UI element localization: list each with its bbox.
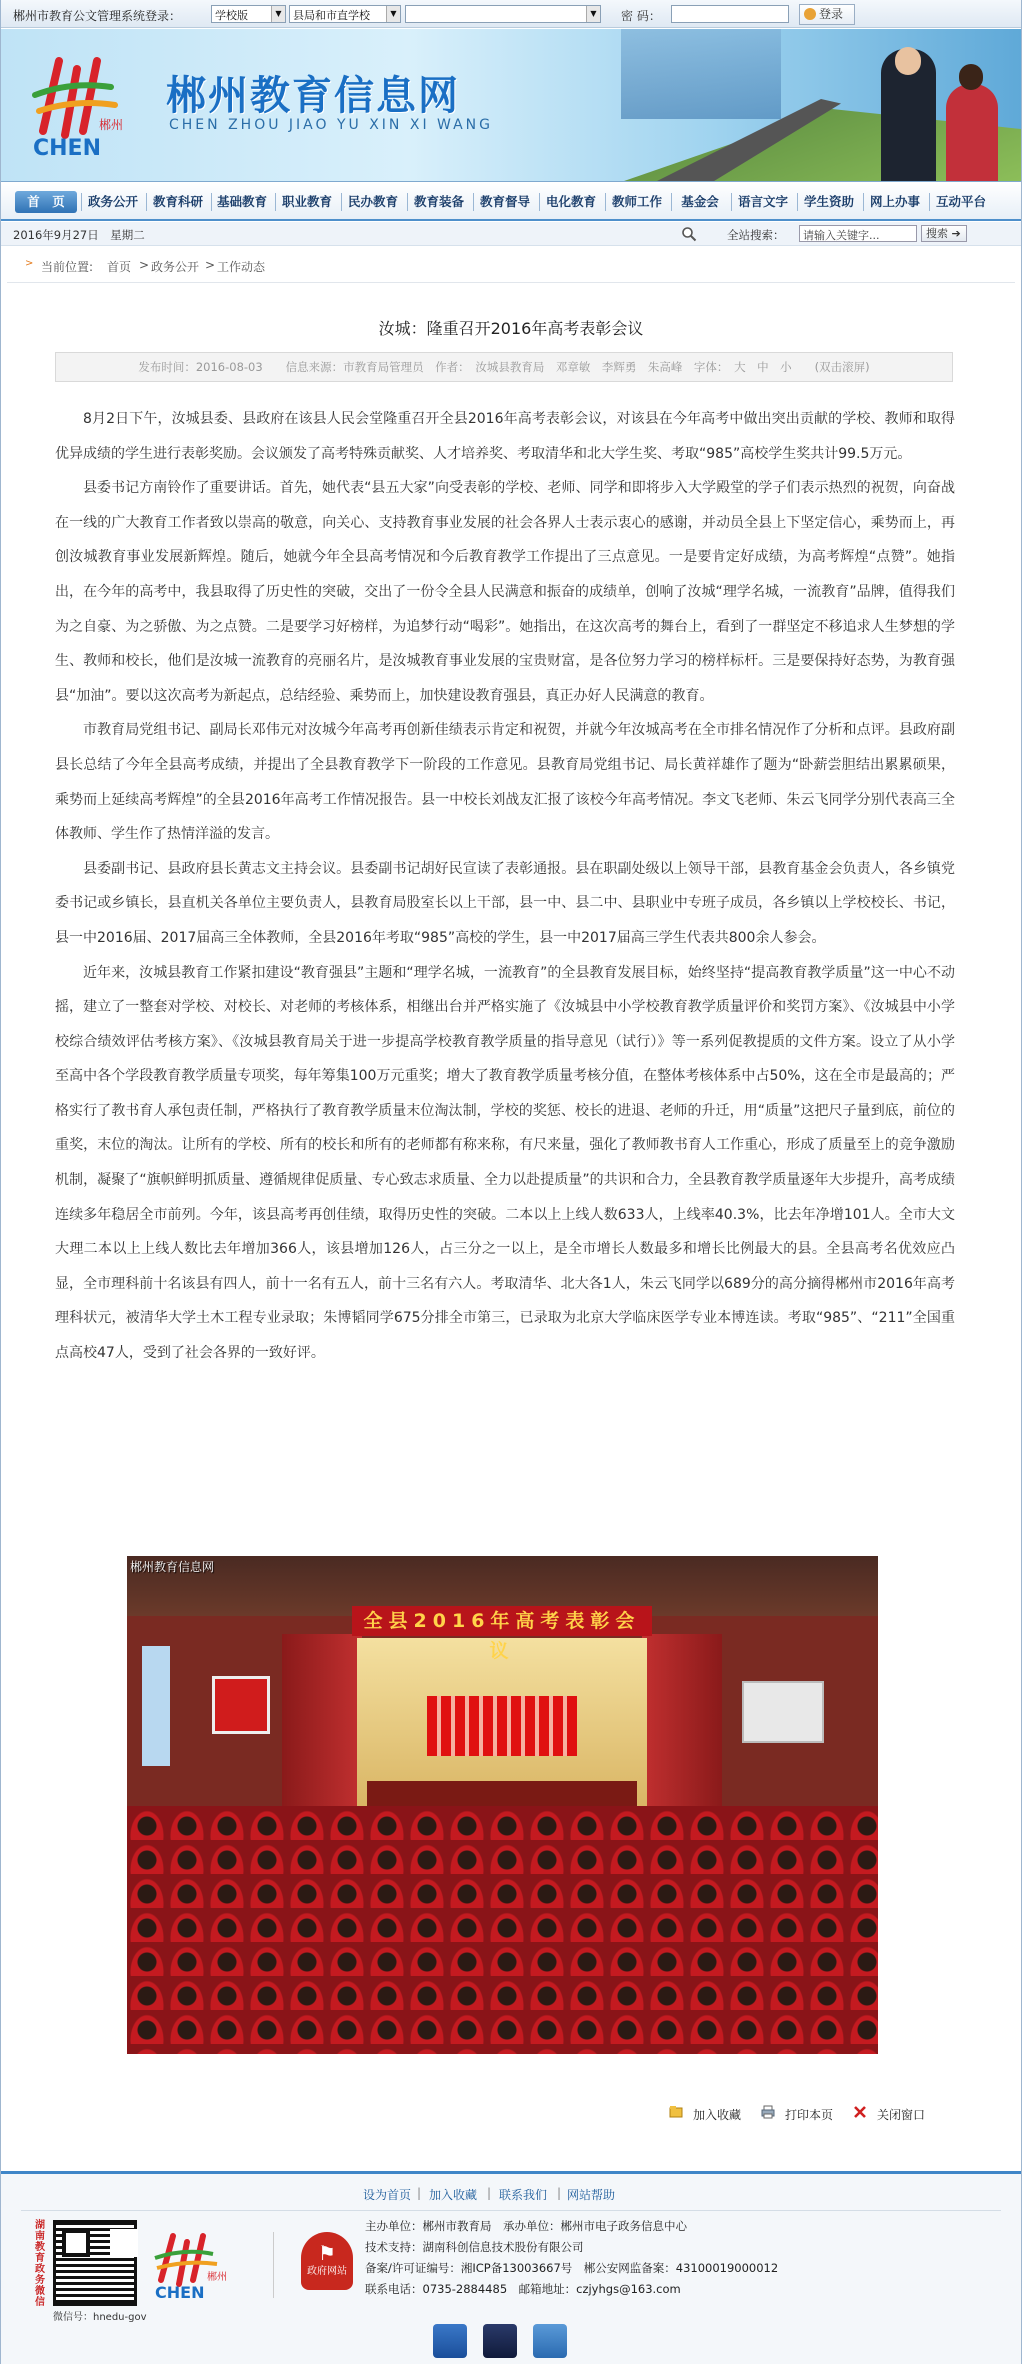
search-input[interactable]: 请输入关键字... <box>799 225 917 242</box>
photo-audience <box>127 1806 878 2054</box>
search-icon <box>681 226 697 242</box>
breadcrumb-zhengwu[interactable]: 政务公开 <box>151 260 200 274</box>
site-name: 郴州教育信息网 <box>166 73 460 119</box>
banner-person-man <box>881 49 936 182</box>
article-paragraph: 县委副书记、县政府县长黄志文主持会议。县委副书记胡好民宣读了表彰通报。县在职副处级以上领导干部，县教育基金会负责人，各乡镇党委书记或乡镇长，县直机关各单位主要负责人，县教育局股室长以上干部，县一中、县二中、县职业中专班子成员，各乡镇以上学校校长、书记，县一中2016届、2017届高三全体教师，全县2016年考取“985”高校的学生，县一中2017届高三学生代表共800余人参会。 <box>55 860 955 946</box>
footer-logo <box>151 2230 241 2300</box>
cyber-police-icon[interactable] <box>483 2324 517 2358</box>
add-favorite-link[interactable]: 加入收藏 <box>693 2108 742 2122</box>
footer-icp: 备案/许可证编号：湘ICP备13003667号 郴公安网监备案：43100019000012 <box>365 2261 779 2275</box>
footer-contact[interactable]: 联系我们 <box>499 2188 548 2202</box>
government-site-badge[interactable]: ⚑ 政府网站 <box>301 2232 353 2290</box>
nav-jiaoshi[interactable]: 教师工作 <box>611 194 662 209</box>
article-paragraph: 市教育局党组书记、副局长邓伟元对汝城今年高考再创新佳绩表示肯定和祝贺，并就今年汝城高考在全市排名情况作了分析和点评。县政府副县长总结了今年全县高考成绩，并提出了全县教育教学下一阶段的工作意见。县教育局党组书记、局长黄祥雄作了题为“卧薪尝胆结出累累硕果，乘势而上延续高考辉煌”的全县2016年高考工作情况报告。县一中校长刘战友汇报了该校今年高考情况。李文飞老师、朱云飞同学分别代表高三全体教师、学生作了热情洋溢的发言。 <box>55 722 955 843</box>
article-paragraph: 近年来，汝城县教育工作紧扣建设“教育强县”主题和“理学名城，一流教育”的全县教育发展目标，始终坚持“提高教育教学质量”这一中心不动摇，建立了一整套对学校、对校长、对老师的考核体系，相继出台并严格实施了《汝城县中小学校教育教学质量评价和奖罚方案》、《汝城县中小学校综合绩效评估考核方案》、《汝城县教育局关于进一步提高学校教育教学质量的指导意见（试行）》等一系列促教提质的文件方案。设立了从小学至高中各个学段教育教学质量专项奖，每年筹集100万元重奖；增大了教育教学质量考核分值，在整体考核体系中占50%，这在全市是最高的；严格实行了教书育人承包责任制，严格执行了教育教学质量末位淘汰制，学校的奖惩、校长的进退、老师的升迁，用“质量”这把尺子量到底，前位的重奖，末位的淘汰。让所有的学校、所有的校长和所有的老师都有称来称，有尺来量，强化了教师教书育人工作重心，形成了质量至上的竞争激励机制，凝聚了“旗帜鲜明抓质量、遵循规律促质量、专心致志求质量、全力以赴提质量”的共识和合力，全县教育教学质量逐年大步提升，高考成绩连续多年稳居全市前列。今年，该县高考再创佳绩，取得历史性的突破。二本以上上线人数633人，上线率40.3%，比去年净增101人。全市大文大理二本以上上线人数比去年增加366人，该县增加126人，占三分之一以上，是全市增长人数最多和增长比例最大的县。全县高考名优效应凸显，全市理科前十名该县有四人，前十一名有五人，前十三名有六人。考取清华、北大各1人，朱云飞同学以689分的高分摘得郴州市2016年高考理科状元，被清华大学土木工程专业录取；朱博韬同学675分排全市第三，已录取为北京大学临床医学专业本博连读。考取“985”、“211”全国重点高校47人，受到了社会各界的一致好评。 <box>55 964 955 1362</box>
close-icon <box>853 2105 867 2119</box>
login-button[interactable]: 登录 <box>799 4 855 25</box>
breadcrumb-arrow-icon: > <box>25 258 34 269</box>
nav-dudao[interactable]: 教育督导 <box>479 194 530 209</box>
breadcrumb-home[interactable]: 首页 <box>107 260 132 274</box>
breadcrumb-gongzuo[interactable]: 工作动态 <box>217 260 266 274</box>
footer-tech: 技术支持：湖南科创信息技术股份有限公司 <box>365 2240 584 2254</box>
site-pinyin: CHEN ZHOU JIAO YU XIN XI WANG <box>169 117 494 133</box>
current-date: 2016年9月27日 星期二 <box>13 228 145 242</box>
nav-dianhua[interactable]: 电化教育 <box>545 194 596 209</box>
article-paragraph: 县委书记方南铃作了重要讲话。首先，她代表“县五大家”向受表彰的学校、老师、同学和即将步入大学殿堂的学子们表示热烈的祝贺，向奋战在一线的广大教育工作者致以崇高的敬意，向关心、支持教育事业发展的社会各界人士表示衷心的感谢，并动员全县上下坚定信心，乘势而上，再创汝城教育事业发展新辉煌。随后，她就今年全县高考情况和今后教育教学工作提出了三点意见。一是要肯定好成绩，为高考辉煌“点赞”。她指出，在今年的高考中，我县取得了历史性的突破，交出了一份令全县人民满意和振奋的成绩单，创响了汝城“理学名城，一流教育”品牌，值得我们为之自豪、为之骄傲、为之点赞。二是要学习好榜样，为追梦行动“喝彩”。她指出，在这次高考的舞台上，看到了一群坚定不移追求人生梦想的学生、教师和校长，他们是汝城一流教育的亮丽名片，是汝城教育事业发展的宝贵财富，是各位努力学习的榜样标杆。三是要保持好态势，为教育强县“加油”。要以这次高考为新起点，总结经验、乘势而上，加快建设教育强县，真正办好人民满意的教育。 <box>55 480 955 704</box>
qr-vertical-label: 湖南教育政务微信 <box>35 2220 45 2308</box>
nav-zhengwu[interactable]: 政务公开 <box>87 194 138 209</box>
footer-add-favorite[interactable]: 加入收藏 <box>429 2188 478 2202</box>
nav-keyan[interactable]: 教育科研 <box>152 194 203 209</box>
nav-jichu[interactable]: 基础教育 <box>216 194 267 209</box>
date-search-bar <box>1 222 1021 246</box>
nav-jijinhui[interactable]: 基金会 <box>681 194 719 209</box>
login-school-select[interactable]: ▼ <box>405 5 601 23</box>
photo-flags <box>427 1696 577 1756</box>
nav-zhiye[interactable]: 职业教育 <box>281 194 332 209</box>
search-button[interactable]: 搜索 ➔ <box>921 225 967 242</box>
article-meta: 发布时间：2016-08-03 信息来源：市教育局管理员 作者： 汝城县教育局 邓章敏 李辉勇 朱高峰 字体： 大 中 小 (双击滚屏) <box>55 352 953 382</box>
photo-stage-banner: 全县2016年高考表彰会议 <box>352 1606 652 1636</box>
svg-text:郴州: 郴州 <box>99 118 124 132</box>
nav-zizhu[interactable]: 学生资助 <box>803 194 854 209</box>
footer <box>1 2171 1021 2364</box>
site-banner <box>1 29 1021 182</box>
article-title: 汝城：隆重召开2016年高考表彰会议 <box>378 319 644 338</box>
print-icon <box>761 2105 775 2119</box>
footer-links: 设为首页 | 加入收藏 | 联系我们 | 网站帮助 <box>363 2186 616 2202</box>
breadcrumb-sep: > <box>139 258 150 272</box>
breadcrumb-sep: > <box>205 258 216 272</box>
nav-zhuangbei[interactable]: 教育装备 <box>413 194 464 209</box>
footer-info <box>365 2216 778 2300</box>
login-label: 郴州市教育公文管理系统登录： <box>13 9 182 23</box>
divider <box>7 282 1015 283</box>
footer-contact-info: 联系电话：0735-2884485 邮箱地址：czjyhgs@163.com <box>365 2282 681 2296</box>
nav-banshi[interactable]: 网上办事 <box>869 194 920 209</box>
main-nav <box>1 183 1021 221</box>
nav-yuyan[interactable]: 语言文字 <box>737 194 788 209</box>
svg-text:CHEN: CHEN <box>155 2283 205 2300</box>
footer-help[interactable]: 网站帮助 <box>567 2188 616 2202</box>
svg-text:CHEN: CHEN <box>33 136 101 161</box>
nav-hudong[interactable]: 互动平台 <box>935 194 986 209</box>
login-region-select[interactable]: 县局和市直学校 ▼ <box>289 5 401 23</box>
article-paragraph: 8月2日下午，汝城县委、县政府在该县人民会堂隆重召开全县2016年高考表彰会议，对该县在今年高考中做出突出贡献的学校、教师和取得优异成绩的学生进行表彰奖励。会议颁发了高考特殊贡献奖、人才培养奖、考取清华和北大学生奖、考取“985”高校学生奖共计99.5万元。 <box>55 411 955 462</box>
login-bar <box>1 0 1021 28</box>
print-link[interactable]: 打印本页 <box>785 2108 834 2122</box>
power-icon <box>804 8 816 20</box>
site-logo[interactable] <box>31 51 141 161</box>
footer-set-home[interactable]: 设为首页 <box>363 2188 412 2202</box>
close-window-link[interactable]: 关闭窗口 <box>877 2108 926 2122</box>
qr-label: 微信号：hnedu-gov <box>53 2312 147 2323</box>
breadcrumb <box>1 254 1021 276</box>
wechat-qr-code[interactable] <box>53 2220 137 2306</box>
search-label: 全站搜索： <box>727 228 785 242</box>
favorite-icon <box>669 2105 683 2119</box>
password-label: 密 码： <box>621 9 661 23</box>
article-body <box>55 402 955 1371</box>
login-type-select[interactable]: 学校版 ▼ <box>211 5 286 23</box>
breadcrumb-label: 当前位置: <box>41 260 94 274</box>
meeting-photo <box>127 1556 878 2054</box>
report-icon[interactable] <box>533 2324 567 2358</box>
nav-minban[interactable]: 民办教育 <box>347 194 398 209</box>
banner-person-woman <box>946 84 998 182</box>
footer-sponsor: 主办单位：郴州市教育局 承办单位：郴州市电子政务信息中心 <box>365 2219 687 2233</box>
police-icon[interactable] <box>433 2324 467 2358</box>
banner-buildings <box>621 29 781 119</box>
photo-watermark: 郴州教育信息网 <box>130 1560 215 1574</box>
footer-icons <box>433 2324 573 2360</box>
svg-text:郴州: 郴州 <box>207 2272 227 2283</box>
nav-home[interactable]: 首 页 <box>15 191 77 213</box>
password-input[interactable] <box>671 5 789 23</box>
